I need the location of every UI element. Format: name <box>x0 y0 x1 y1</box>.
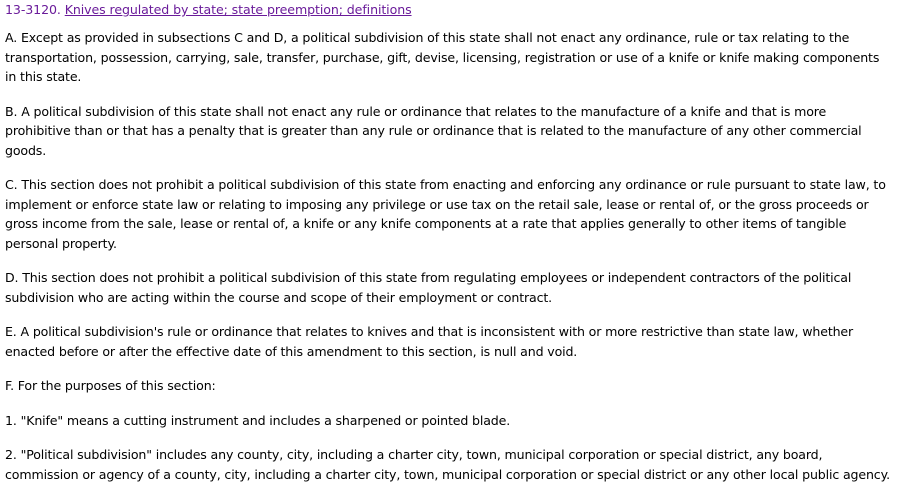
section-heading <box>5 1 894 18</box>
paragraph-e: E. A political subdivision's rule or ordinance that relates to knives and that is inconsistent with or more restrictive than state law, whether enacted before or after the effective date of this amendment to this section, is null and void. <box>5 324 854 359</box>
paragraph-a: A. Except as provided in subsections C and D, a political subdivision of this state shall not enact any ordinance, rule or tax relating to the transportation, possession, carrying, sale, transfer, purchase, gift, devise, licensing, registration or use of a knife or knife making components in this state. <box>5 30 880 84</box>
section-title-link[interactable]: Knives regulated by state; state preemption; definitions <box>64 2 412 17</box>
section-number: 13-3120. <box>5 2 61 17</box>
paragraph-b: B. A political subdivision of this state shall not enact any rule or ordinance that relates to the manufacture of a knife and that is more prohibitive than or that has a penalty that is greater than any rule or ordinance that is related to the manufacture of any other commercial goods. <box>5 103 862 158</box>
statute-page <box>0 1 900 484</box>
paragraph-c: C. This section does not prohibit a political subdivision of this state from enacting and enforcing any ordinance or rule pursuant to state law, to implement or enforce state law or relating to imposing any privilege or use tax on the retail sale, lease or rental of, or the gross proceeds or gross income from the sale, lease or rental of, a knife or any knife components at a rate that applies generally to other items of tangible personal property. <box>5 177 886 251</box>
paragraph-d: D. This section does not prohibit a political subdivision of this state from regulating employees or independent contractors of the political subdivision who are acting within the course and scope of their employment or contract. <box>5 270 852 305</box>
definition-knife: 1. "Knife" means a cutting instrument and includes a sharpened or pointed blade. <box>5 412 511 428</box>
definition-political-subdivision: 2. "Political subdivision" includes any county, city, including a charter city, town, municipal corporation or special district, any board, commission or agency of a county, city, including a charter city, town, municipal corporation or special district or any other local public agency. <box>5 447 890 482</box>
paragraph-f: F. For the purposes of this section: <box>5 378 216 393</box>
